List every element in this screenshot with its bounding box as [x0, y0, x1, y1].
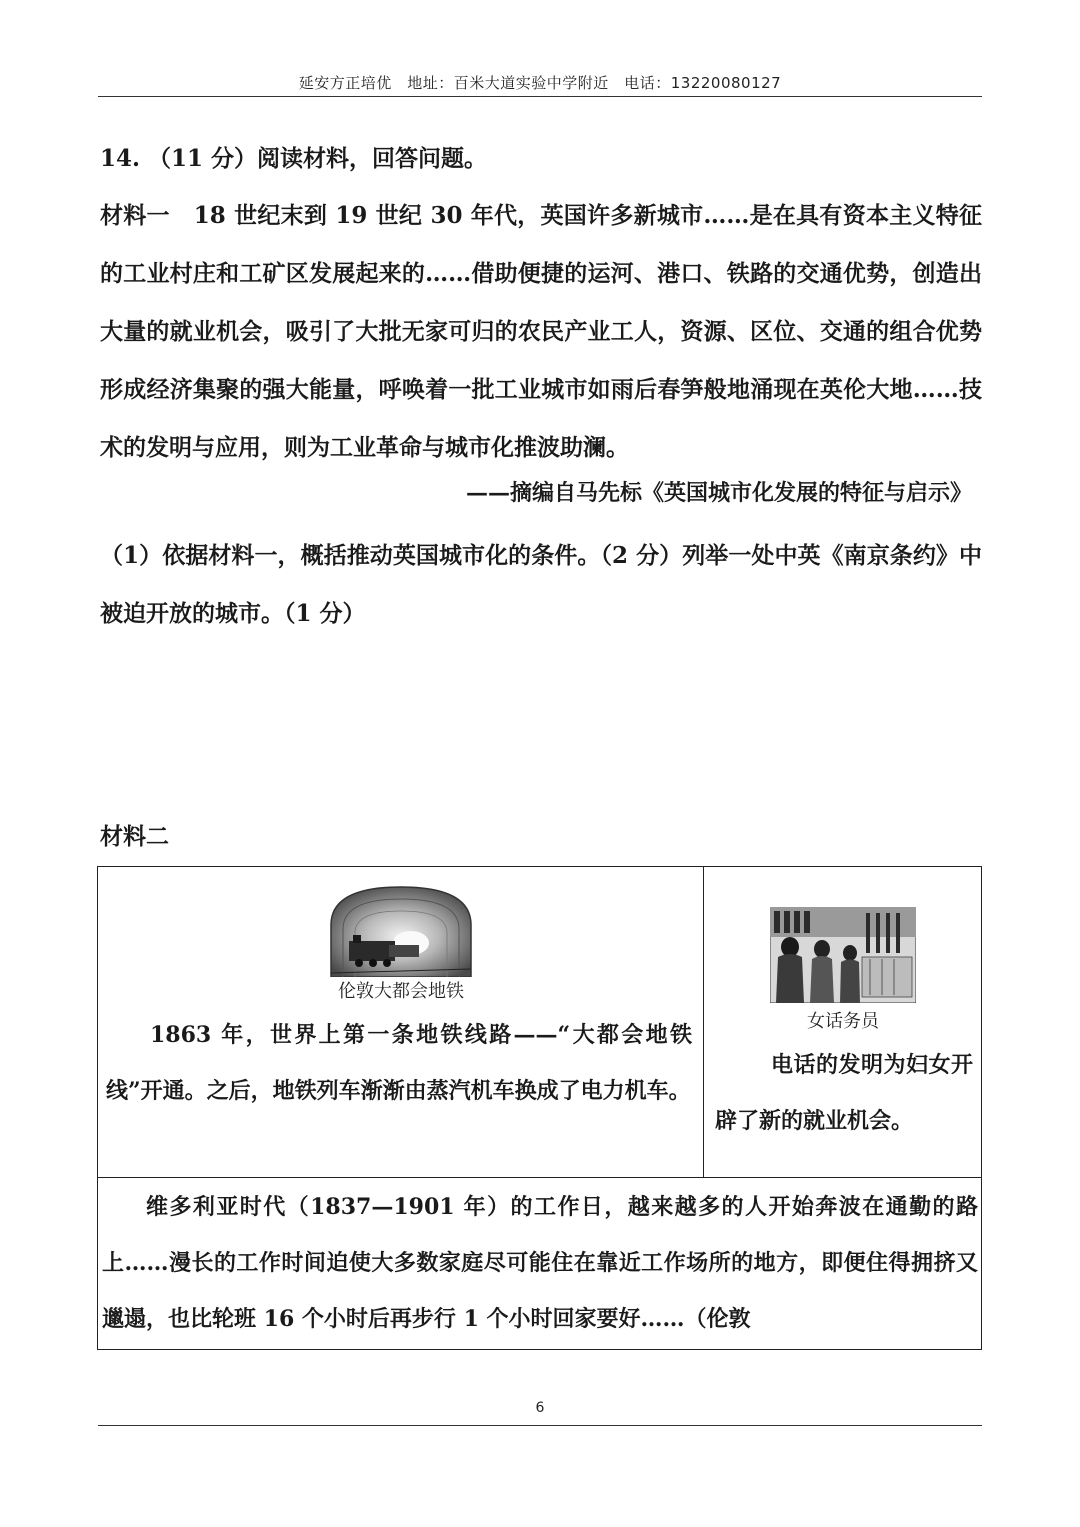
sub-question-1: （1）依据材料一，概括推动英国城市化的条件。（2 分）列举一处中英《南京条约》中被迫开放的城市。（1 分）	[100, 542, 982, 627]
material2-table	[97, 866, 982, 1350]
material1-label: 材料一	[100, 202, 170, 229]
table-divider-vertical	[703, 867, 704, 1177]
material1-text: 18 世纪末到 19 世纪 30 年代，英国许多新城市……是在具有资本主义特征的工业村庄和工矿区发展起来的……借助便捷的运河、港口、铁路的交通优势，创造出大量的就业机会，吸引了大批无家可归的农民产业工人，资源、区位、交通的组合优势形成经济集聚的强大能量，呼唤着一批工业城市如雨后春笋般地涌现在英伦大地……技术的发明与应用，则为工业革命与城市化推波助澜。	[100, 202, 983, 461]
subway-tunnel-image	[329, 885, 473, 977]
material2-label: 材料二	[100, 823, 169, 850]
header-rule	[98, 96, 982, 97]
operators-caption: 女话务员	[807, 1011, 879, 1032]
subway-text: 1863 年，世界上第一条地铁线路——“大都会地铁线”开通。之后，地铁列车渐渐由蒸汽机车换成了电力机车。	[106, 1022, 692, 1104]
question-title: 14. （11 分）阅读材料，回答问题。	[100, 145, 488, 172]
page-header: 延安方正培优 地址：百米大道实验中学附近 电话：13220080127	[298, 74, 782, 92]
footer-rule	[98, 1425, 982, 1426]
material1-source: ——摘编自马先标《英国城市化发展的特征与启示》	[465, 480, 972, 506]
table-divider-horizontal	[98, 1177, 981, 1178]
victorian-text: 维多利亚时代（1837—1901 年）的工作日，越来越多的人开始奔波在通勤的路上……漫长的工作时间迫使大多数家庭尽可能住在靠近工作场所的地方，即便住得拥挤又邋遢，也比轮班 16 个小时后再步行 1 个小时回家要好……（伦敦	[102, 1194, 978, 1332]
telephone-operators-image	[770, 907, 916, 1003]
page-number: 6	[535, 1400, 545, 1416]
material1-paragraph	[100, 187, 982, 477]
operators-text: 电话的发明为妇女开辟了新的就业机会。	[715, 1052, 973, 1134]
subway-caption: 伦敦大都会地铁	[338, 981, 464, 1002]
